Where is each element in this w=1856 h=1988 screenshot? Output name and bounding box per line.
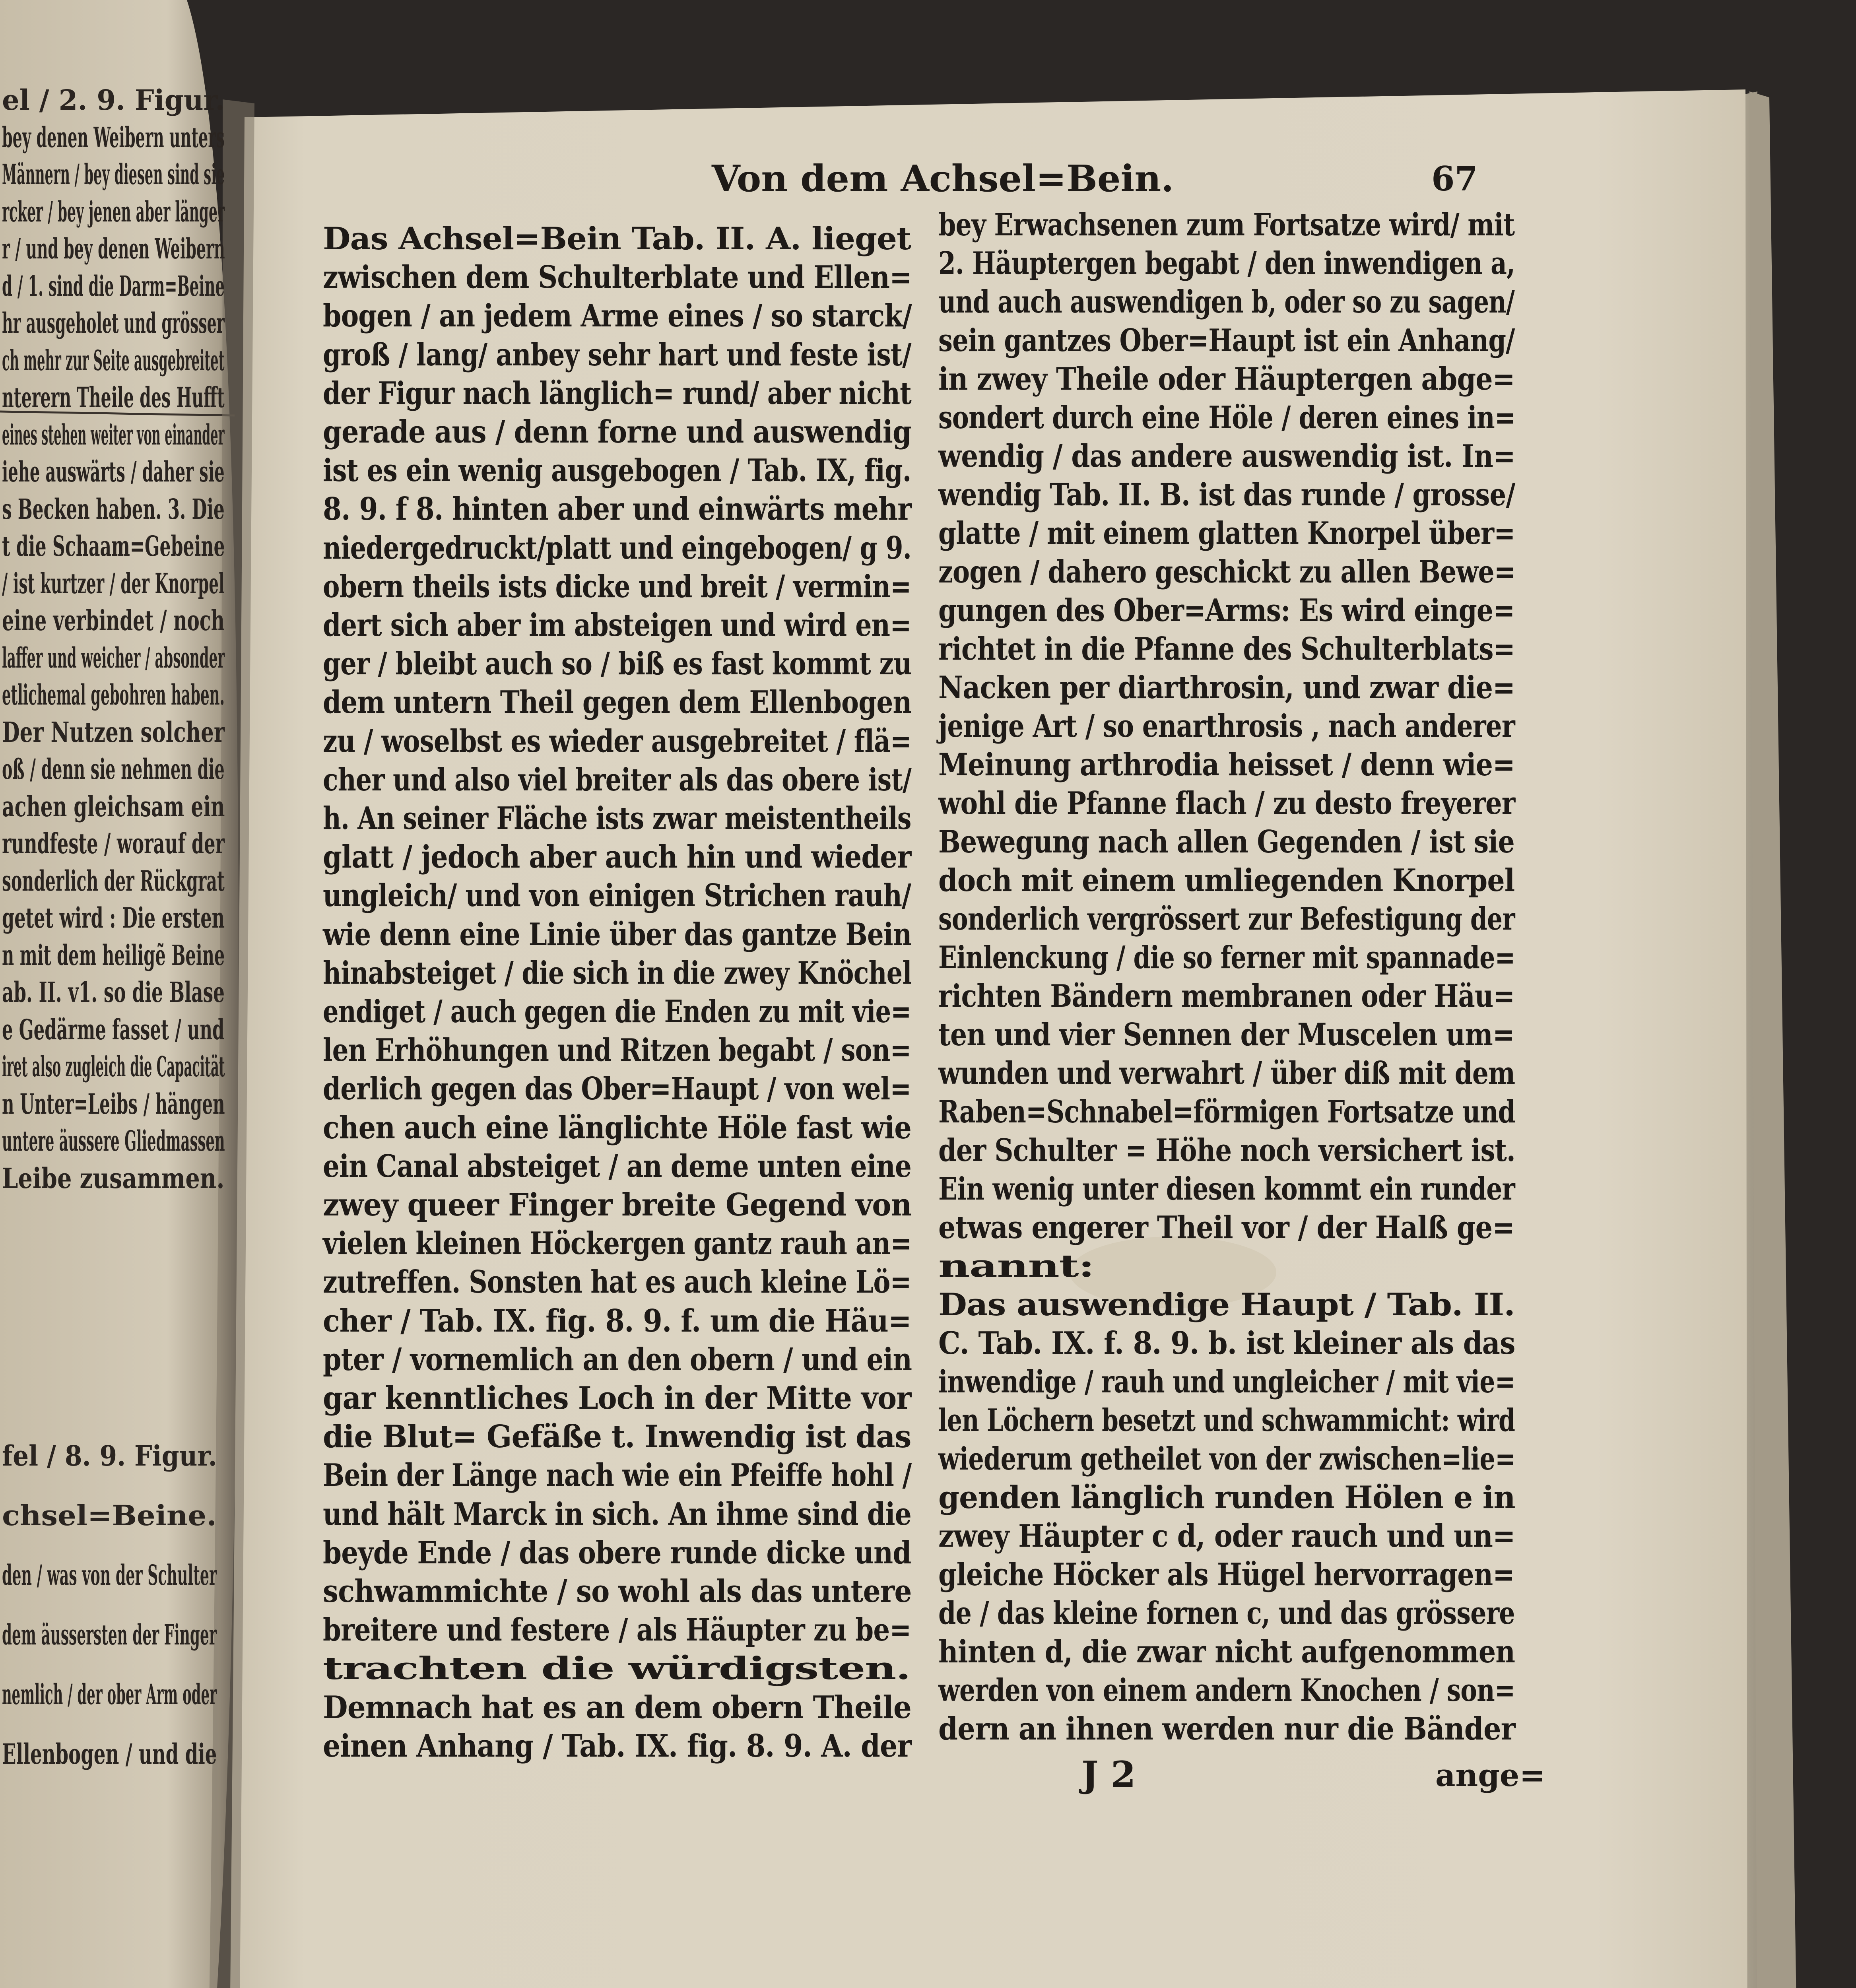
body-text-line: derlich gegen das Ober=Haupt / von wel= [323, 1071, 911, 1107]
body-text-line: wendig / das andere auswendig ist. In= [938, 438, 1515, 474]
facing-page-line: laffer und weicher / absonder [2, 641, 225, 674]
facing-page-line: eine verbindet / noch [2, 604, 225, 637]
body-text-line: Meinung arthrodia heisset / denn wie= [938, 747, 1515, 783]
body-text-line: dem untern Theil gegen dem Ellenbogen [323, 684, 912, 721]
facing-page-line: Männern / bey diesen sind sie [2, 158, 225, 191]
body-text-line: Demnach hat es an dem obern Theile [323, 1689, 911, 1726]
body-text-line: cher / Tab. IX. fig. 8. 9. f. um die Häu= [323, 1303, 911, 1339]
facing-page-line: s Becken haben. 3. Die [2, 492, 225, 526]
body-text-line: Nacken per diarthrosin, und zwar die= [938, 670, 1515, 706]
body-text-line: richtet in die Pfanne des Schulterblats= [938, 631, 1515, 667]
page-number: 67 [1431, 159, 1478, 198]
facing-page-line: rcker / bey jenen aber länger [2, 195, 225, 228]
body-text-line: h. An seiner Fläche ists zwar meistentheils [323, 800, 911, 837]
body-text-line: hinabsteiget / die sich in die zwey Knöchel [323, 955, 912, 991]
facing-page-line: hr ausgeholet und grösser [2, 307, 225, 340]
body-text-line: etwas engerer Theil vor / der Halß ge= [938, 1209, 1515, 1246]
body-text-line: Raben=Schnabel=förmigen Fortsatze und [938, 1094, 1515, 1130]
body-text-line: richten Bändern membranen oder Häu= [938, 978, 1515, 1014]
body-text-line: sein gantzes Ober=Haupt ist ein Anhang/ [938, 322, 1515, 359]
body-text-line: Bein der Länge nach wie ein Pfeiffe hohl / [323, 1457, 912, 1494]
facing-page-line: iehe auswärts / daher sie [2, 455, 225, 488]
body-text-line: zwey Häupter c d, oder rauch und un= [938, 1518, 1515, 1554]
body-text-line: ein Canal absteiget / an deme unten eine [323, 1148, 911, 1184]
body-text-line: dert sich aber im absteigen und wird en= [323, 607, 911, 643]
facing-page-line: untere äussere Gliedmassen [2, 1124, 225, 1157]
running-head: Von dem Achsel=Bein. [712, 157, 1174, 200]
body-text-line: der Schulter = Höhe noch versichert ist. [938, 1132, 1515, 1169]
facing-page-line: d / 1. sind die Darm=Beine [2, 269, 225, 303]
facing-page-line: sonderlich der Rückgrat [2, 864, 225, 897]
catchword: ange= [1435, 1757, 1545, 1794]
body-text-line: gerade aus / denn forne und auswendig [323, 414, 911, 450]
body-text-line: genden länglich runden Hölen e in [938, 1479, 1515, 1516]
body-text-line: glatt / jedoch aber auch hin und wieder [323, 839, 911, 876]
body-text-line: gungen des Ober=Arms: Es wird einge= [938, 592, 1515, 629]
body-text-line: Einlenckung / die so ferner mit spannade= [938, 940, 1515, 976]
facing-page-line: den / was von der Schulter [2, 1559, 217, 1592]
body-text-line: chen auch eine länglichte Höle fast wie [323, 1109, 911, 1146]
body-text-line: wohl die Pfanne flach / zu desto freyerer [938, 785, 1515, 821]
body-text-line: inwendige / rauh und ungleicher / mit vie= [938, 1364, 1515, 1400]
body-text-line: Das Achsel=Bein Tab. II. A. lieget [323, 221, 911, 257]
facing-page-line: n Unter=Leibs / hängen [2, 1087, 225, 1120]
body-text-line: hinten d, die zwar nicht aufgenommen [938, 1634, 1515, 1670]
body-text-line: 2. Häuptergen begabt / den inwendigen a, [938, 245, 1515, 282]
facing-page-line: rundfeste / worauf der [2, 827, 225, 860]
facing-page-line: ab. II. v1. so die Blase [2, 976, 225, 1009]
facing-page-line: nemlich / der ober Arm oder [2, 1678, 217, 1711]
body-text-line: wiederum getheilet von der zwischen=lie= [938, 1441, 1516, 1477]
facing-page-line: etlichemal gebohren haben. [2, 678, 225, 711]
facing-page-line: dem äussersten der Finger [2, 1618, 217, 1651]
facing-page-line: el / 2. 9. Figur. [2, 83, 225, 116]
body-text-line: wunden und verwahrt / über diß mit dem [938, 1055, 1515, 1091]
facing-page-line: Der Nutzen solcher [2, 715, 225, 749]
body-text-line: cher und also viel breiter als das obere ist/ [323, 761, 912, 798]
facing-page-line: ch mehr zur Seite ausgebreitet [2, 344, 225, 377]
body-text-line: zu / woselbst es wieder ausgebreitet / flä= [323, 723, 911, 759]
body-text-line: ist es ein wenig ausgebogen / Tab. IX, fig. [323, 452, 911, 489]
body-text-line: bey Erwachsenen zum Fortsatze wird/ mit [938, 207, 1515, 243]
body-text-line: C. Tab. IX. f. 8. 9. b. ist kleiner als das [938, 1325, 1515, 1361]
body-text-line: bogen / an jedem Arme eines / so starck/ [323, 298, 912, 334]
facing-page-line: iret also zugleich die Capacität [2, 1050, 225, 1083]
body-text-line: gleiche Höcker als Hügel hervorragen= [938, 1557, 1515, 1593]
body-text-line: zwischen dem Schulterblate und Ellen= [323, 259, 912, 296]
body-text-line: pter / vornemlich an den obern / und ein [323, 1341, 912, 1378]
facing-page-line: fel / 8. 9. Figur. [2, 1439, 217, 1472]
body-text-line: zogen / dahero geschickt zu allen Bewe= [938, 554, 1516, 590]
facing-page-line: e Gedärme fasset / und [2, 1013, 225, 1046]
facing-page-line: getet wird : Die ersten [2, 901, 225, 934]
body-text-line: Ein wenig unter diesen kommt ein runder [938, 1171, 1515, 1207]
body-text-line: 8. 9. f 8. hinten aber und einwärts mehr [323, 491, 911, 528]
facing-page-line: / ist kurtzer / der Knorpel [2, 567, 225, 600]
facing-page-line: t die Schaam=Gebeine [2, 530, 225, 563]
body-text-line: zutreffen. Sonsten hat es auch kleine Lö= [323, 1264, 911, 1301]
body-text-line: ten und vier Sennen der Muscelen um= [938, 1017, 1514, 1053]
body-text-line: der Figur nach länglich= rund/ aber nicht [323, 375, 912, 412]
facing-page-line: oß / denn sie nehmen die [2, 753, 225, 786]
body-text-line: dern an ihnen werden nur die Bänder [938, 1711, 1515, 1747]
body-text-line: groß / lang/ anbey sehr hart und feste ist/ [323, 336, 911, 373]
body-text-line: glatte / mit einem glatten Knorpel über= [938, 515, 1515, 551]
facing-page-line: Ellenbogen / und die [2, 1738, 217, 1771]
facing-page-line: achen gleichsam ein [2, 790, 225, 823]
signature-mark: J 2 [1081, 1753, 1136, 1796]
body-text-line: wie denn eine Linie über das gantze Bein [323, 916, 912, 953]
body-text-line: und auch auswendigen b, oder so zu sagen/ [938, 284, 1515, 320]
body-text-line: len Löchern besetzt und schwammicht: wird [938, 1402, 1515, 1439]
facing-page-line: n mit dem heiligẽ Beine [2, 938, 225, 972]
body-text-line: endiget / auch gegen die Enden zu mit vie= [323, 994, 911, 1030]
body-text-line: in zwey Theile oder Häuptergen abge= [938, 361, 1515, 397]
body-text-line: trachten die würdigsten. [323, 1650, 911, 1687]
body-text-line: Das auswendige Haupt / Tab. II. [938, 1287, 1515, 1323]
facing-page-line: Leibe zusammen. [2, 1161, 225, 1195]
body-text-line: vielen kleinen Höckergen gantz rauh an= [323, 1225, 912, 1262]
body-text-line: beyde Ende / das obere runde dicke und [323, 1534, 911, 1571]
facing-page-line: chsel=Beine. [2, 1499, 217, 1532]
body-text-line: werden von einem andern Knochen / son= [938, 1672, 1515, 1708]
body-text-line: obern theils ists dicke und breit / vermin= [323, 568, 911, 605]
body-text-line: len Erhöhungen und Ritzen begabt / son= [323, 1032, 911, 1069]
body-text-line: schwammichte / so wohl als das untere [323, 1573, 912, 1609]
body-text-line: und hält Marck in sich. An ihme sind die [323, 1496, 911, 1532]
body-text-line: doch mit einem umliegenden Knorpel [938, 862, 1515, 899]
facing-page-line: eines stehen weiter von einander [2, 418, 225, 451]
body-text-line: ger / bleibt auch so / biß es fast kommt zu [323, 646, 912, 682]
body-text-line: sondert durch eine Höle / deren eines in= [938, 400, 1516, 436]
body-text-line: gar kenntliches Loch in der Mitte vor [323, 1380, 911, 1416]
body-text-line: breitere und festere / als Häupter zu be= [323, 1612, 911, 1648]
body-text-line: zwey queer Finger breite Gegend von [323, 1187, 912, 1223]
body-text-line: niedergedruckt/platt und eingebogen/ g 9. [323, 530, 911, 566]
body-text-line: einen Anhang / Tab. IX. fig. 8. 9. A. der [323, 1728, 912, 1764]
facing-page-line: nterern Theile des Hufft [2, 381, 225, 414]
facing-page-line: r / und bey denen Weibern [2, 232, 225, 265]
body-text-line: wendig Tab. II. B. ist das runde / grosse/ [938, 477, 1515, 513]
facing-page-line: bey denen Weibern unters [2, 120, 225, 154]
body-text-line: de / das kleine fornen c, und das grössere [938, 1595, 1515, 1631]
body-text-line: die Blut= Gefäße t. Inwendig ist das [323, 1419, 911, 1455]
body-text-line: Bewegung nach allen Gegenden / ist sie [938, 824, 1514, 860]
body-text-line: ungleich/ und von einigen Strichen rauh/ [323, 878, 911, 914]
body-text-line: sonderlich vergrössert zur Befestigung der [938, 901, 1515, 937]
body-text-line: jenige Art / so enarthrosis , nach anderer [938, 708, 1515, 744]
body-text-line: nannt: [938, 1248, 1094, 1284]
